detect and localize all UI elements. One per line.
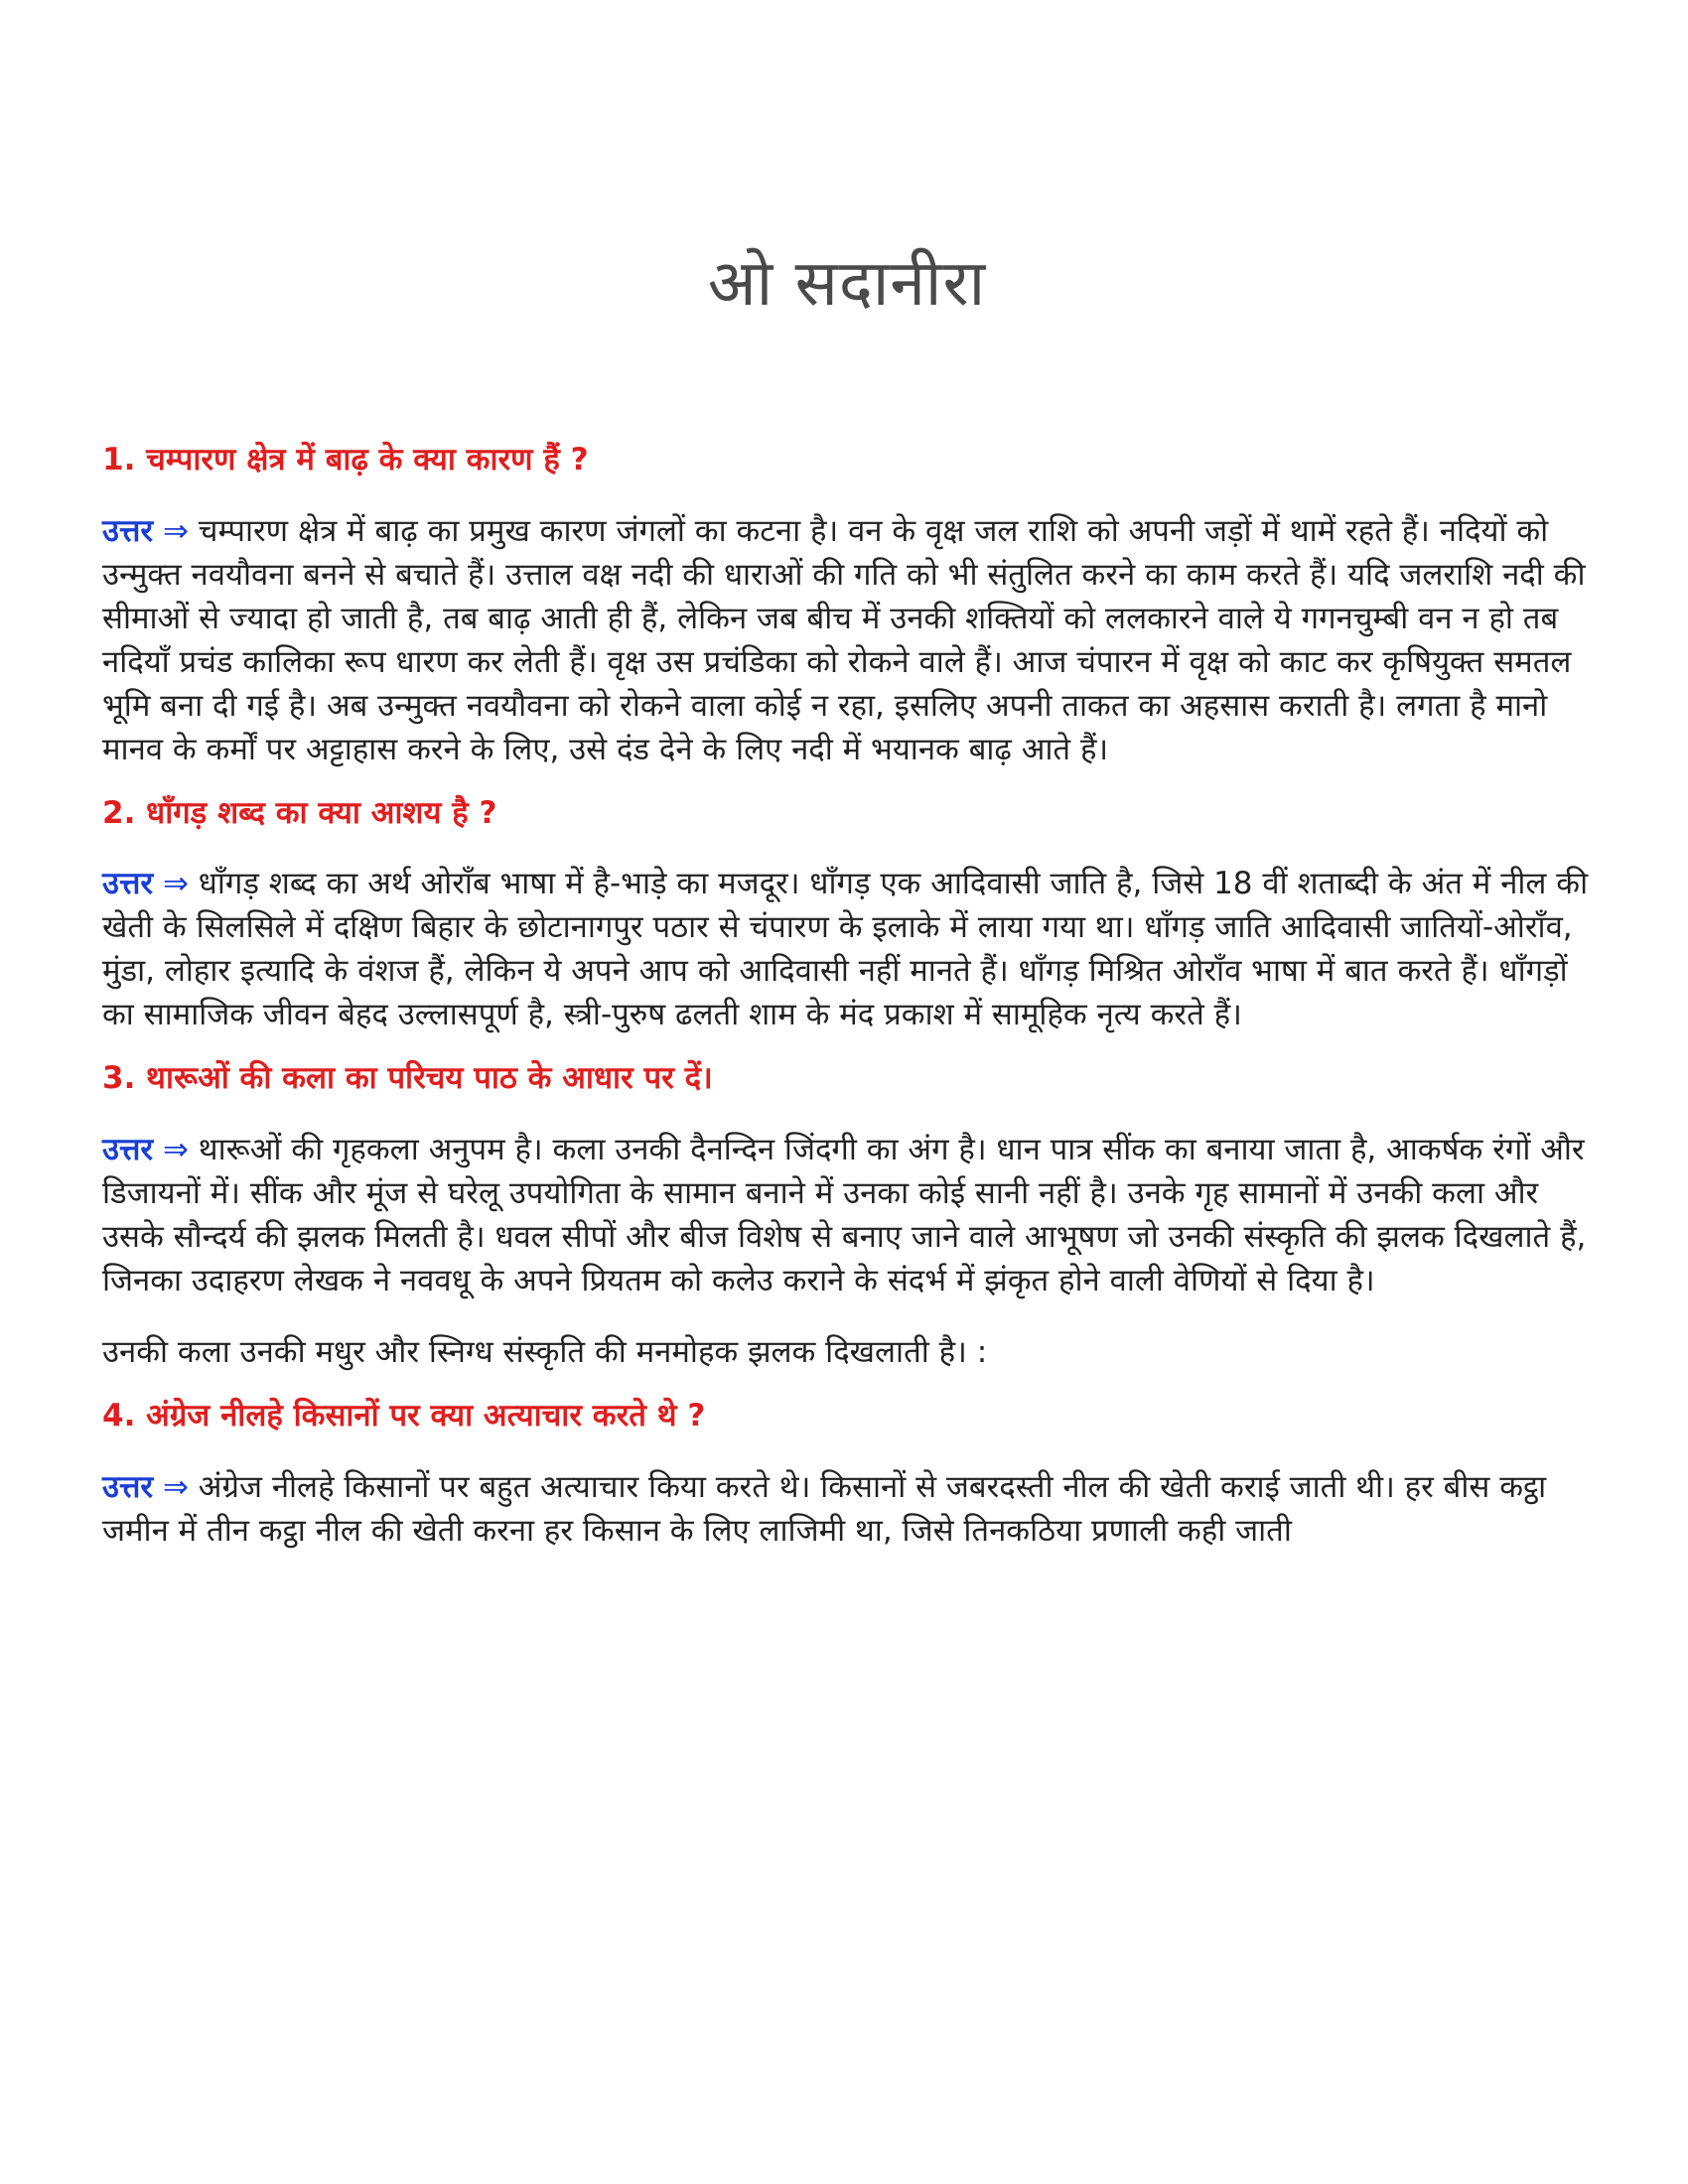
- arrow-icon: ⇒: [162, 866, 189, 902]
- answer-label: उत्तर: [102, 512, 154, 549]
- answer-3: [102, 1128, 1592, 1302]
- answer-label: उत्तर: [102, 1132, 154, 1168]
- question-3: 3. थारूओं की कला का परिचय पाठ के आधार पर दें।: [102, 1060, 713, 1097]
- answer-1: [102, 509, 1592, 771]
- document-title: ओ सदानीरा: [707, 247, 987, 321]
- answer-2-text: धाँगड़ शब्द का अर्थ ओराँब भाषा में है-भाड़े का मजदूर। धाँगड़ एक आदिवासी जाति है, जिसे 18 वीं शताब्दी के अंत में नील की खेती के सिलसिले में दक्षिण बिहार के छोटानागपुर पठार से चंपारण के इलाके में लाया गया था। धाँगड़ जाति आदिवासी जातियों-ओराँव, मुंडा, लोहार इत्यादि के वंशज हैं, लेकिन ये अपने आप को आदिवासी नहीं मानते हैं। धाँगड़ मिश्रित ओराँव भाषा में बात करते हैं। धाँगड़ों का सामाजिक जीवन बेहद उल्लासपूर्ण है, स्त्री-पुरुष ढलती शाम के मंद प्रकाश में सामूहिक नृत्य करते हैं।: [102, 866, 1589, 1033]
- answer-3-text: थारूओं की गृहकला अनुपम है। कला उनकी दैनन्दिन जिंदगी का अंग है। धान पात्र सींक का बनाया जाता है, आकर्षक रंगों और डिजायनों में। सींक और मूंज से घरेलू उपयोगिता के सामान बनाने में उनका कोई सानी नहीं है। उनके गृह सामानों में उनकी कला और उसके सौन्दर्य की झलक मिलती है। धवल सीपों और बीज विशेष से बनाए जाने वाले आभूषण जो उनकी संस्कृति की झलक दिखलाते हैं, जिनका उदाहरण लेखक ने नववधू के अपने प्रियतम को कलेउ कराने के संदर्भ में झंकृत होने वाली वेणियों से दिया है।: [102, 1132, 1587, 1299]
- answer-3-extra-paragraph: उनकी कला उनकी मधुर और स्निग्ध संस्कृति की मनमोहक झलक दिखलाती है। :: [102, 1334, 988, 1371]
- arrow-icon: ⇒: [162, 512, 189, 549]
- question-2: 2. धाँगड़ शब्द का क्या आशय है ?: [102, 794, 497, 831]
- answer-label: उत्तर: [102, 866, 154, 902]
- answer-1-text: चम्पारण क्षेत्र में बाढ़ का प्रमुख कारण जंगलों का कटना है। वन के वृक्ष जल राशि को अपनी जड़ों में थामें रहते हैं। नदियों को उन्मुक्त नवयौवना बनने से बचाते हैं। उत्ताल वक्ष नदी की धाराओं की गति को भी संतुलित करने का काम करते हैं। यदि जलराशि नदी की सीमाओं से ज्यादा हो जाती है, तब बाढ़ आती ही हैं, लेकिन जब बीच में उनकी शक्तियों को ललकारने वाले ये गगनचुम्बी वन न हो तब नदियाँ प्रचंड कालिका रूप धारण कर लेती हैं। वृक्ष उस प्रचंडिका को रोकने वाले हैं। आज चंपारन में वृक्ष को काट कर कृषियुक्त समतल भूमि बना दी गई है। अब उन्मुक्त नवयौवना को रोकने वाला कोई न रहा, इसलिए अपनी ताकत का अहसास कराती है। लगता है मानो मानव के कर्मों पर अट्टाहास करने के लिए, उसे दंड देने के लिए नदी में भयानक बाढ़ आते हैं।: [102, 512, 1586, 767]
- document-page: [102, 0, 1592, 1553]
- question-1: 1. चम्पारण क्षेत्र में बाढ़ के क्या कारण हैं ?: [102, 441, 589, 478]
- answer-4-text: अंग्रेज नीलहे किसानों पर बहुत अत्याचार किया करते थे। किसानों से जबरदस्ती नील की खेती कराई जाती थी। हर बीस कट्ठा जमीन में तीन कट्ठा नील की खेती करना हर किसान के लिए लाजिमी था, जिसे तिनकठिया प्रणाली कही जाती: [102, 1469, 1547, 1550]
- question-4: 4. अंग्रेज नीलहे किसानों पर क्या अत्याचार करते थे ?: [102, 1398, 706, 1434]
- answer-2: [102, 862, 1592, 1036]
- arrow-icon: ⇒: [162, 1132, 189, 1168]
- answer-label: उत्तर: [102, 1469, 154, 1506]
- arrow-icon: ⇒: [162, 1469, 189, 1506]
- answer-4: [102, 1465, 1592, 1553]
